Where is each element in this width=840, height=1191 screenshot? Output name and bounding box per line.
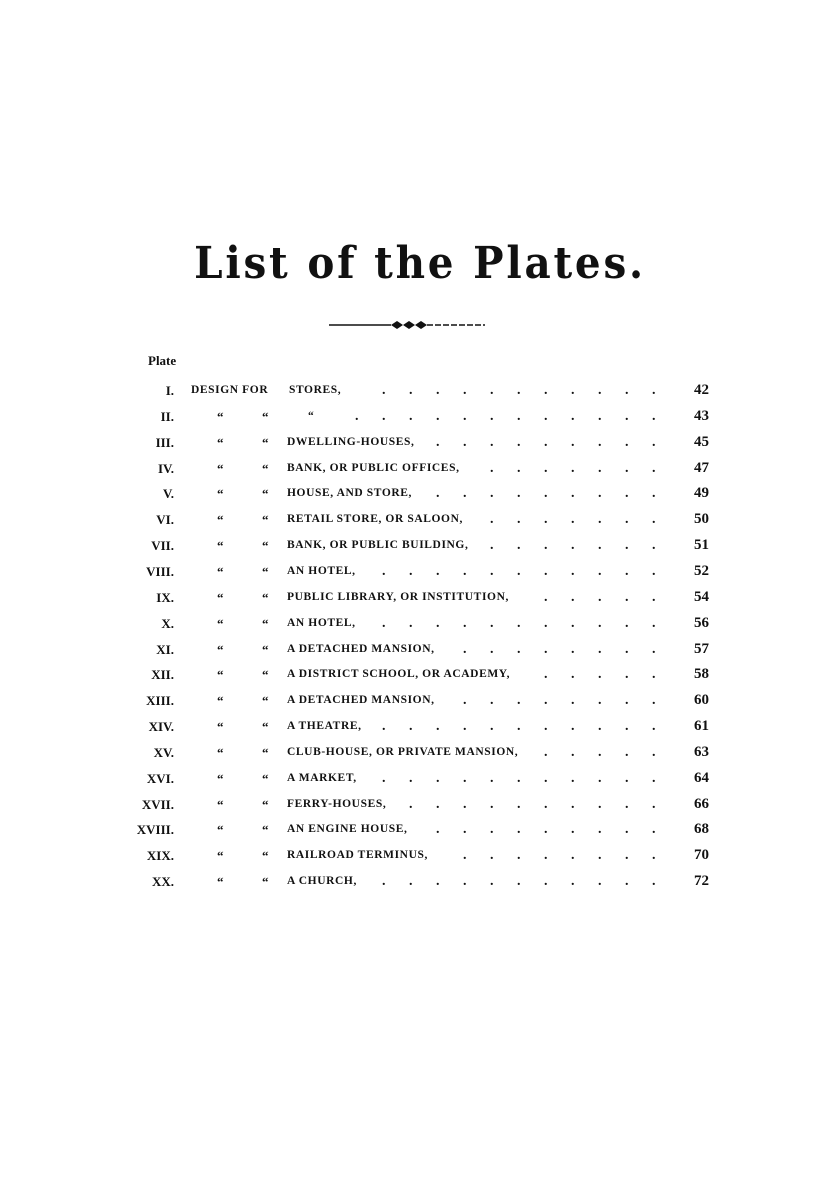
leader-dot: .: [598, 744, 602, 760]
ditto-mark: “: [217, 641, 224, 657]
leader-dot: .: [436, 434, 440, 450]
leader-dot: .: [490, 486, 494, 502]
leader-dot: .: [436, 563, 440, 579]
plate-number: XIV.: [148, 719, 174, 735]
leader-dot: .: [544, 848, 548, 864]
leader-dot: .: [544, 615, 548, 631]
plate-description: RETAIL STORE, OR SALOON,: [287, 513, 463, 526]
plate-description: DWELLING-HOUSES,: [287, 435, 415, 448]
leader-dot: .: [490, 538, 494, 554]
leader-dot: .: [409, 796, 413, 812]
plate-number: XII.: [151, 667, 174, 683]
ditto-mark: “: [262, 512, 269, 528]
ditto-mark: “: [217, 460, 224, 476]
leader-dot: .: [598, 563, 602, 579]
leader-dot: .: [517, 848, 521, 864]
leader-dot: .: [517, 719, 521, 735]
leader-dot: .: [598, 383, 602, 398]
leader-dot: .: [463, 563, 467, 579]
leader-dot: .: [544, 563, 548, 579]
page-number: 57: [694, 640, 709, 657]
leader-dot: .: [652, 563, 656, 579]
leader-dot: .: [571, 589, 575, 605]
leader-dot: .: [517, 383, 521, 398]
leader-dot: .: [544, 770, 548, 786]
leader-dot: .: [571, 434, 575, 450]
plate-column-header: Plate: [148, 353, 177, 368]
plate-description: FERRY-HOUSES,: [287, 797, 387, 810]
ditto-mark: “: [217, 744, 224, 760]
leader-dot: .: [463, 848, 467, 864]
leader-dot: .: [490, 615, 494, 631]
leader-dot: .: [436, 822, 440, 838]
leader-dot: .: [436, 383, 440, 398]
plate-number: IV.: [157, 460, 174, 476]
leader-dot: .: [517, 693, 521, 709]
leader-dot: .: [598, 693, 602, 709]
leader-dot: .: [652, 719, 656, 735]
design-for-label: DESIGN FOR: [191, 384, 269, 396]
leader-dot: .: [652, 589, 656, 605]
leader-dot: .: [598, 822, 602, 838]
leader-dot: .: [652, 848, 656, 864]
page-number: 43: [694, 407, 709, 424]
leader-dot: .: [571, 796, 575, 812]
leader-dot: .: [463, 796, 467, 812]
ditto-mark: “: [217, 434, 224, 450]
plate-description: A THEATRE,: [287, 720, 362, 733]
page-number: 56: [694, 614, 709, 631]
plate-number: XVII.: [141, 796, 174, 812]
leader-dot: .: [571, 770, 575, 786]
page-number: 52: [694, 562, 709, 579]
leader-dot: .: [490, 434, 494, 450]
leader-dot: .: [598, 874, 602, 890]
leader-dot: .: [598, 589, 602, 605]
plate-description: CLUB-HOUSE, OR PRIVATE MANSION,: [287, 745, 519, 758]
plate-row: [0, 430, 840, 455]
ditto-mark: “: [217, 408, 224, 424]
leader-dot: .: [625, 641, 629, 657]
leader-dot: .: [409, 719, 413, 735]
leader-dot: .: [382, 770, 386, 786]
leader-dot: .: [625, 719, 629, 735]
page-number: 58: [694, 666, 709, 683]
leader-dot: .: [463, 693, 467, 709]
leader-dot: .: [517, 615, 521, 631]
plate-number: XVIII.: [136, 822, 174, 838]
leader-dot: .: [544, 486, 548, 502]
leader-dot: .: [571, 719, 575, 735]
leader-dot: .: [355, 408, 359, 424]
plate-description: AN ENGINE HOUSE,: [287, 823, 408, 836]
leader-dot: .: [625, 822, 629, 838]
leader-dot: .: [409, 615, 413, 631]
ditto-mark: “: [217, 589, 224, 605]
leader-dot: .: [409, 874, 413, 890]
leader-dot: .: [652, 770, 656, 786]
ditto-mark: “: [262, 486, 269, 502]
leader-dot: .: [517, 641, 521, 657]
plate-row: [0, 792, 840, 817]
ditto-mark: “: [217, 770, 224, 786]
leader-dot: .: [571, 848, 575, 864]
page-number: 49: [694, 485, 709, 502]
leader-dot: .: [490, 822, 494, 838]
leader-dot: .: [571, 693, 575, 709]
ditto-mark: “: [217, 512, 224, 528]
leader-dot: .: [571, 615, 575, 631]
leader-dot: .: [544, 796, 548, 812]
leader-dot: .: [625, 486, 629, 502]
leader-dot: .: [463, 719, 467, 735]
leader-dot: .: [463, 383, 467, 398]
leader-dot: .: [625, 383, 629, 398]
leader-dot: .: [436, 796, 440, 812]
leader-dot: .: [625, 848, 629, 864]
leader-dot: .: [490, 383, 494, 398]
page-number: 50: [694, 511, 709, 528]
leader-dot: .: [598, 667, 602, 683]
leader-dot: .: [490, 460, 494, 476]
leader-dot: .: [544, 408, 548, 424]
leader-dot: .: [409, 383, 413, 398]
leader-dot: .: [382, 874, 386, 890]
leader-dot: .: [652, 460, 656, 476]
leader-dot: .: [544, 460, 548, 476]
leader-dot: .: [463, 486, 467, 502]
leader-dot: .: [571, 486, 575, 502]
page-number: 63: [694, 743, 709, 760]
leader-dot: .: [463, 615, 467, 631]
leader-dot: .: [652, 434, 656, 450]
leader-dot: .: [652, 538, 656, 554]
page-number: 68: [694, 821, 709, 838]
plate-number: XX.: [151, 874, 174, 890]
leader-dot: .: [598, 796, 602, 812]
leader-dot: .: [490, 770, 494, 786]
plate-row: [0, 843, 840, 868]
ditto-mark: “: [262, 538, 269, 554]
plate-row: [0, 766, 840, 791]
plate-row: [0, 817, 840, 842]
plate-number: XI.: [156, 641, 174, 657]
plate-row: [0, 611, 840, 636]
leader-dot: .: [625, 667, 629, 683]
leader-dot: .: [463, 822, 467, 838]
ditto-mark: “: [217, 874, 224, 890]
ditto-mark: “: [262, 563, 269, 579]
leader-dot: .: [517, 460, 521, 476]
leader-dot: .: [652, 822, 656, 838]
leader-dot: .: [544, 512, 548, 528]
leader-dot: .: [436, 408, 440, 424]
plate-row: [0, 481, 840, 506]
leader-dot: .: [463, 874, 467, 890]
leader-dot: .: [625, 563, 629, 579]
plate-number: XVI.: [146, 770, 174, 786]
plate-number: XV.: [153, 744, 174, 760]
ditto-mark: “: [262, 589, 269, 605]
page-number: 61: [694, 718, 709, 735]
ditto-mark: “: [217, 719, 224, 735]
plate-description: HOUSE, AND STORE,: [287, 487, 413, 500]
leader-dot: .: [625, 460, 629, 476]
leader-dot: .: [571, 744, 575, 760]
leader-dot: .: [517, 563, 521, 579]
ditto-mark: “: [262, 615, 269, 631]
ditto-mark: “: [217, 538, 224, 554]
page-number: 42: [694, 382, 709, 398]
ditto-mark: “: [262, 434, 269, 450]
leader-dot: .: [463, 408, 467, 424]
leader-dot: .: [436, 874, 440, 890]
leader-dot: .: [598, 408, 602, 424]
page-number: 47: [694, 459, 709, 476]
leader-dot: .: [517, 874, 521, 890]
plate-number: V.: [163, 486, 174, 502]
leader-dot: .: [625, 744, 629, 760]
leader-dot: .: [598, 434, 602, 450]
plate-description: A MARKET,: [287, 771, 357, 784]
ditto-mark: “: [262, 460, 269, 476]
leader-dot: .: [571, 460, 575, 476]
plate-description: A DETACHED MANSION,: [287, 642, 435, 655]
leader-dot: .: [598, 770, 602, 786]
leader-dot: .: [625, 615, 629, 631]
leader-dot: .: [436, 719, 440, 735]
leader-dot: .: [598, 538, 602, 554]
leader-dot: .: [463, 770, 467, 786]
leader-dot: .: [544, 383, 548, 398]
leader-dot: .: [436, 615, 440, 631]
leader-dot: .: [382, 383, 386, 398]
plate-number: II.: [160, 408, 174, 424]
leader-dot: .: [598, 460, 602, 476]
leader-dot: .: [517, 822, 521, 838]
leader-dot: .: [517, 512, 521, 528]
leader-dot: .: [652, 512, 656, 528]
plate-row: [0, 507, 840, 532]
plate-number: XIX.: [146, 848, 174, 864]
leader-dot: .: [436, 770, 440, 786]
plate-row: [0, 662, 840, 687]
leader-dot: .: [490, 512, 494, 528]
plate-row: [0, 404, 840, 429]
ditto-mark: “: [217, 822, 224, 838]
leader-dot: .: [382, 563, 386, 579]
leader-dot: .: [652, 383, 656, 398]
leader-dot: .: [571, 667, 575, 683]
ditto-mark: “: [217, 563, 224, 579]
leader-dot: .: [463, 434, 467, 450]
leader-dot: .: [571, 383, 575, 398]
leader-dot: .: [652, 796, 656, 812]
leader-dot: .: [517, 408, 521, 424]
leader-dot: .: [544, 538, 548, 554]
leader-dot: .: [409, 563, 413, 579]
leader-dot: .: [571, 874, 575, 890]
leader-dot: .: [571, 512, 575, 528]
leader-dot: .: [625, 538, 629, 554]
leader-dot: .: [517, 434, 521, 450]
ditto-mark: “: [262, 719, 269, 735]
page-number: 60: [694, 692, 709, 709]
leader-dot: .: [409, 408, 413, 424]
leader-dot: .: [544, 434, 548, 450]
plate-row: [0, 869, 840, 894]
plate-row: [0, 456, 840, 481]
ditto-mark: “: [217, 486, 224, 502]
leader-dot: .: [625, 434, 629, 450]
ditto-mark: “: [262, 848, 269, 864]
plate-description: BANK, OR PUBLIC BUILDING,: [287, 539, 469, 552]
leader-dot: .: [490, 719, 494, 735]
leader-dot: .: [544, 693, 548, 709]
plate-row: [0, 740, 840, 765]
ditto-mark: “: [217, 848, 224, 864]
plate-row: [0, 637, 840, 662]
leader-dot: .: [517, 796, 521, 812]
leader-dot: .: [382, 615, 386, 631]
leader-dot: .: [652, 693, 656, 709]
leader-dot: .: [625, 770, 629, 786]
page-number: 72: [694, 873, 709, 890]
ditto-mark: “: [262, 641, 269, 657]
leader-dot: .: [571, 538, 575, 554]
plate-number: VII.: [151, 538, 174, 554]
leader-dot: .: [490, 563, 494, 579]
leader-dot: .: [490, 408, 494, 424]
ditto-mark: “: [262, 408, 269, 424]
leader-dot: .: [652, 667, 656, 683]
leader-dot: .: [382, 408, 386, 424]
leader-dot: .: [490, 874, 494, 890]
leader-dot: .: [490, 796, 494, 812]
page-number: 70: [694, 847, 709, 864]
plate-row: [0, 378, 840, 403]
page-number: 45: [694, 433, 709, 450]
leader-dot: .: [571, 563, 575, 579]
ditto-mark: “: [262, 744, 269, 760]
plate-description: A DISTRICT SCHOOL, OR ACADEMY,: [287, 668, 511, 681]
leader-dot: .: [625, 796, 629, 812]
page-number: 51: [694, 537, 709, 554]
leader-dot: .: [571, 822, 575, 838]
leader-dot: .: [598, 615, 602, 631]
leader-dot: .: [652, 486, 656, 502]
page-number: 54: [694, 588, 709, 605]
plate-description: RAILROAD TERMINUS,: [287, 849, 428, 862]
ditto-mark: “: [217, 667, 224, 683]
page-title: List of the Plates.: [194, 238, 646, 289]
plate-row: [0, 688, 840, 713]
leader-dot: .: [544, 667, 548, 683]
page-number: 64: [694, 769, 709, 786]
leader-dot: .: [409, 770, 413, 786]
plate-number: III.: [155, 434, 174, 450]
ditto-mark: “: [217, 615, 224, 631]
leader-dot: .: [625, 693, 629, 709]
leader-dot: .: [598, 719, 602, 735]
ornamental-rule: [329, 318, 485, 332]
leader-dot: .: [490, 848, 494, 864]
plate-row: [0, 585, 840, 610]
ditto-mark: “: [262, 822, 269, 838]
leader-dot: .: [571, 641, 575, 657]
leader-dot: .: [490, 641, 494, 657]
plate-row: [0, 533, 840, 558]
leader-dot: .: [382, 719, 386, 735]
leader-dot: .: [652, 744, 656, 760]
ditto-mark: “: [262, 874, 269, 890]
leader-dot: .: [517, 486, 521, 502]
leader-dot: .: [598, 641, 602, 657]
leader-dot: .: [571, 408, 575, 424]
ditto-mark: “: [262, 796, 269, 812]
ditto-mark: “: [217, 693, 224, 709]
plate-number: I.: [165, 383, 174, 398]
leader-dot: .: [625, 512, 629, 528]
plate-description: PUBLIC LIBRARY, OR INSTITUTION,: [287, 590, 509, 603]
leader-dot: .: [625, 874, 629, 890]
leader-dot: .: [652, 641, 656, 657]
leader-dot: .: [598, 848, 602, 864]
plate-row: [0, 714, 840, 739]
page-number: 66: [694, 795, 709, 812]
leader-dot: .: [436, 486, 440, 502]
leader-dot: .: [598, 486, 602, 502]
plate-description: A DETACHED MANSION,: [287, 694, 435, 707]
leader-dot: .: [544, 822, 548, 838]
leader-dot: .: [652, 408, 656, 424]
plate-number: VIII.: [146, 563, 174, 579]
leader-dot: .: [625, 408, 629, 424]
leader-dot: .: [544, 641, 548, 657]
ditto-mark: “: [262, 693, 269, 709]
plate-number: X.: [161, 615, 174, 631]
ditto-mark: “: [262, 667, 269, 683]
plate-description: STORES,: [289, 384, 342, 396]
plate-description: AN HOTEL,: [287, 564, 356, 577]
leader-dot: .: [598, 512, 602, 528]
ditto-mark: “: [217, 796, 224, 812]
leader-dot: .: [544, 744, 548, 760]
plate-description: “: [308, 409, 315, 422]
leader-dot: .: [544, 719, 548, 735]
plate-description: AN HOTEL,: [287, 616, 356, 629]
plate-number: IX.: [156, 589, 174, 605]
plate-description: BANK, OR PUBLIC OFFICES,: [287, 461, 460, 474]
leader-dot: .: [517, 770, 521, 786]
leader-dot: .: [544, 589, 548, 605]
leader-dot: .: [463, 641, 467, 657]
plate-number: XIII.: [146, 693, 174, 709]
plate-description: A CHURCH,: [287, 875, 357, 888]
leader-dot: .: [625, 589, 629, 605]
leader-dot: .: [652, 615, 656, 631]
leader-dot: .: [490, 693, 494, 709]
leader-dot: .: [652, 874, 656, 890]
leader-dot: .: [517, 538, 521, 554]
ditto-mark: “: [262, 770, 269, 786]
plate-row: [0, 559, 840, 584]
plate-number: VI.: [156, 512, 174, 528]
leader-dot: .: [544, 874, 548, 890]
